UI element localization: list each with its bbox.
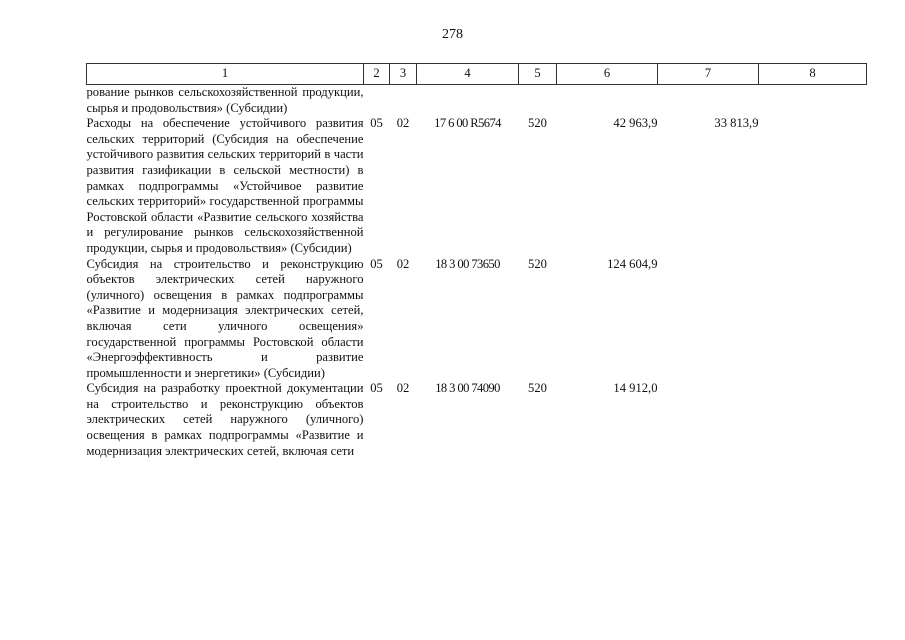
- row-expense-type: [519, 85, 557, 117]
- row-section: 05: [370, 256, 383, 271]
- row-amount-col6: [557, 85, 658, 117]
- row-target-code: [417, 85, 519, 117]
- row-subsection: [390, 85, 417, 117]
- row-subsection: 02: [396, 256, 410, 271]
- page-number: 278: [442, 27, 463, 42]
- table-row: [87, 116, 867, 256]
- row-amount-col6: 14 912,0: [613, 381, 658, 396]
- table-row: [87, 85, 867, 117]
- row-amount-col7: [658, 257, 759, 382]
- row-description: Субсидия на строительство и реконструкцию объектов электрических сетей наружного (уличного) освещения в рамках подпрограммы «Развитие и модернизация электрических сетей, включая сети уличного освещения» государственной программы Ростовской области «Энергоэффективность и развитие промышленности и энергетики» (Субсидии): [86, 256, 364, 380]
- row-amount-col8: [759, 257, 867, 382]
- budget-table: [86, 63, 867, 459]
- row-amount-col7: [658, 85, 759, 117]
- row-subsection: 02: [396, 116, 410, 131]
- row-description: Субсидия на разработку проектной документации на строительство и реконструкцию объектов электрических сетей наружного (уличного) освещения в рамках подпрограммы «Развитие и модернизация электрических сетей, включая сети: [86, 381, 364, 458]
- row-description: рование рынков сельскохозяйственной продукции, сырья и продовольствия» (Субсидии): [86, 85, 364, 115]
- row-expense-type: 520: [528, 116, 547, 131]
- header-cell: 8: [759, 64, 867, 85]
- table-row: [87, 257, 867, 382]
- row-expense-type: 520: [528, 381, 547, 396]
- row-target-code: 18 3 00 73650: [435, 256, 500, 271]
- table-header-row: [87, 64, 867, 85]
- row-section: 05: [370, 116, 383, 131]
- header-cell: 6: [557, 64, 658, 85]
- row-amount-col8: [759, 381, 867, 459]
- row-amount-col6: 42 963,9: [613, 116, 658, 131]
- header-cell: 1: [87, 64, 364, 85]
- row-amount-col7: [658, 381, 759, 459]
- header-cell: 5: [519, 64, 557, 85]
- row-description: Расходы на обеспечение устойчивого развития сельских территорий (Субсидия на обеспечение устойчивого развития сельских территорий в части развития газификации в сельской местности) в рамках подпрограммы «Устойчивое развитие сельских территорий» государственной программы Ростовской области «Развитие сельского хозяйства и регулирование рынков сельскохозяйственной продукции, сырья и продовольствия» (Субсидии): [86, 116, 364, 255]
- row-target-code: 17 6 00 R5674: [434, 116, 501, 131]
- row-amount-col8: [759, 116, 867, 256]
- header-cell: 7: [658, 64, 759, 85]
- header-cell: 4: [417, 64, 519, 85]
- row-subsection: 02: [396, 381, 410, 396]
- header-cell: 2: [364, 64, 390, 85]
- row-target-code: 18 3 00 74090: [435, 381, 500, 396]
- header-cell: 3: [390, 64, 417, 85]
- row-section: 05: [370, 381, 383, 396]
- row-amount-col7: 33 813,9: [714, 116, 759, 131]
- row-expense-type: 520: [528, 256, 547, 271]
- row-section: [364, 85, 390, 117]
- row-amount-col8: [759, 85, 867, 117]
- row-amount-col6: 124 604,9: [607, 256, 658, 271]
- table-row: [87, 381, 867, 459]
